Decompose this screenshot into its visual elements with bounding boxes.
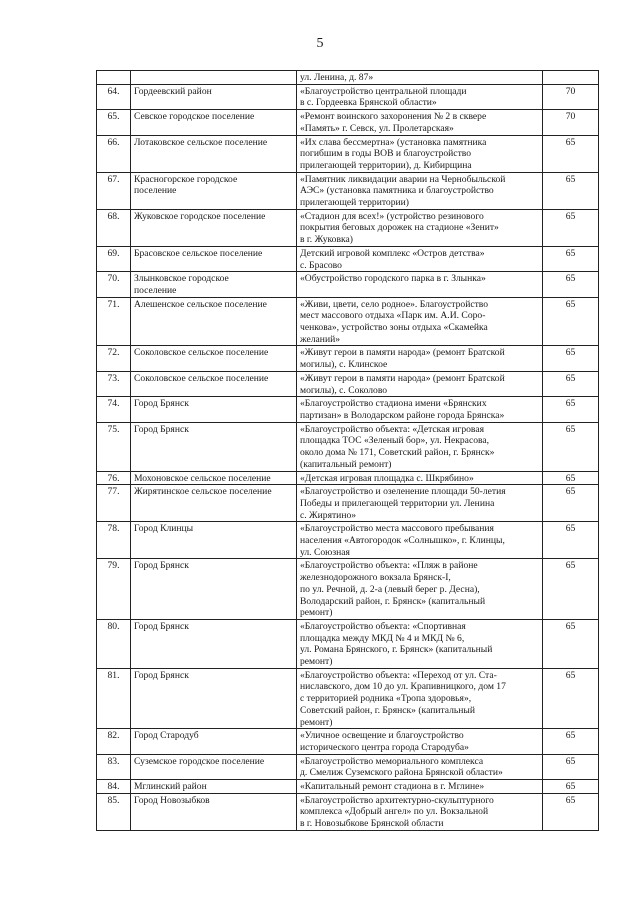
amount-cell: 65 <box>543 485 599 522</box>
amount-cell: 65 <box>543 135 599 172</box>
municipality-cell: Город Клинцы <box>131 522 297 559</box>
table-row <box>97 422 599 471</box>
municipality-cell: Лотаковское сельское поселение <box>131 135 297 172</box>
project-cell: «Благоустройство и озеленение площади 50-летия Победы и прилегающей территории ул. Ленина с. Жирятино» <box>297 485 543 522</box>
municipality-cell: Алешенское сельское поселение <box>131 297 297 346</box>
project-cell: «Благоустройство объекта: «Пляж в районе железнодорожного вокзала Брянск-I, по ул. Речной, д. 2-а (левый берег р. Десна), Володарский район, г. Брянск» (капитальный ремонт) <box>297 559 543 620</box>
funding-table <box>96 70 599 831</box>
project-cell: «Уличное освещение и благоустройство исторического центра города Стародуба» <box>297 729 543 754</box>
row-number-cell: 73. <box>97 371 131 396</box>
amount-cell: 65 <box>543 209 599 246</box>
table-row <box>97 371 599 396</box>
municipality-cell: Севское городское поселение <box>131 110 297 135</box>
row-number-cell: 85. <box>97 793 131 830</box>
table-row <box>97 754 599 779</box>
municipality-cell <box>131 71 297 85</box>
amount-cell: 65 <box>543 793 599 830</box>
table-row <box>97 619 599 668</box>
row-number-cell: 77. <box>97 485 131 522</box>
municipality-cell: Брасовское сельское поселение <box>131 246 297 271</box>
municipality-cell: Гордеевский район <box>131 84 297 109</box>
row-number-cell: 65. <box>97 110 131 135</box>
project-cell: «Стадион для всех!» (устройство резинового покрытия беговых дорожек на стадионе «Зенит» в г. Жуковка) <box>297 209 543 246</box>
table-row <box>97 668 599 729</box>
table-row-continuation <box>97 71 599 85</box>
municipality-cell: Жуковское городское поселение <box>131 209 297 246</box>
municipality-cell: Город Новозыбков <box>131 793 297 830</box>
amount-cell: 65 <box>543 371 599 396</box>
amount-cell: 65 <box>543 272 599 297</box>
project-cell: «Благоустройство мемориального комплекса д. Смелиж Суземского района Брянской области» <box>297 754 543 779</box>
table-row <box>97 522 599 559</box>
amount-cell: 65 <box>543 619 599 668</box>
row-number-cell: 74. <box>97 397 131 422</box>
project-cell: «Благоустройство стадиона имени «Брянских партизан» в Володарском районе города Брянска» <box>297 397 543 422</box>
table-row <box>97 793 599 830</box>
row-number-cell: 76. <box>97 471 131 485</box>
project-cell: «Детская игровая площадка с. Шкрябино» <box>297 471 543 485</box>
table-row <box>97 172 599 209</box>
municipality-cell: Жирятинское сельское поселение <box>131 485 297 522</box>
row-number-cell: 83. <box>97 754 131 779</box>
project-cell: «Благоустройство объекта: «Детская игровая площадка ТОС «Зеленый бор», ул. Некрасова, около дома № 171, Советский район, г. Брянск» (капитальный ремонт) <box>297 422 543 471</box>
municipality-cell: Город Брянск <box>131 668 297 729</box>
municipality-cell: Город Брянск <box>131 422 297 471</box>
page-number: 5 <box>316 36 324 51</box>
table-row <box>97 297 599 346</box>
amount-cell: 65 <box>543 754 599 779</box>
project-cell: «Памятник ликвидации аварии на Чернобыльской АЭС» (установка памятника и благоустройство прилегающей территории) <box>297 172 543 209</box>
municipality-cell: Красногорское городское поселение <box>131 172 297 209</box>
project-cell: ул. Ленина, д. 87» <box>297 71 543 85</box>
project-cell: «Благоустройство объекта: «Спортивная площадка между МКД № 4 и МКД № 6, ул. Романа Брянского, г. Брянск» (капитальный ремонт) <box>297 619 543 668</box>
row-number-cell: 78. <box>97 522 131 559</box>
amount-cell: 65 <box>543 346 599 371</box>
amount-cell: 65 <box>543 559 599 620</box>
municipality-cell: Мохоновское сельское поселение <box>131 471 297 485</box>
table-row <box>97 209 599 246</box>
project-cell: «Благоустройство центральной площади в с. Гордеевка Брянской области» <box>297 84 543 109</box>
municipality-cell: Злынковское городское поселение <box>131 272 297 297</box>
row-number-cell: 69. <box>97 246 131 271</box>
row-number-cell: 82. <box>97 729 131 754</box>
table-row <box>97 485 599 522</box>
amount-cell: 65 <box>543 397 599 422</box>
amount-cell: 65 <box>543 729 599 754</box>
project-cell: «Капитальный ремонт стадиона в г. Мглине» <box>297 780 543 794</box>
row-number-cell: 70. <box>97 272 131 297</box>
table-row <box>97 110 599 135</box>
municipality-cell: Город Брянск <box>131 397 297 422</box>
table-row <box>97 397 599 422</box>
amount-cell: 65 <box>543 422 599 471</box>
row-number-cell: 81. <box>97 668 131 729</box>
project-cell: «Благоустройство объекта: «Переход от ул. Ста- ниславского, дом 10 до ул. Крапивницкого, дом 17 с территорией родника «Тропа здоровья», Советский район, г. Брянск» (капитальный ремонт) <box>297 668 543 729</box>
amount-cell: 70 <box>543 84 599 109</box>
table-row <box>97 272 599 297</box>
table-row <box>97 780 599 794</box>
amount-cell: 65 <box>543 297 599 346</box>
table-row <box>97 84 599 109</box>
municipality-cell: Город Брянск <box>131 559 297 620</box>
project-cell: «Живут герои в памяти народа» (ремонт Братской могилы), с. Соколово <box>297 371 543 396</box>
project-cell: «Их слава бессмертна» (установка памятника погибшим в годы ВОВ и благоустройство прилегающей территории), д. Кибирщина <box>297 135 543 172</box>
amount-cell: 65 <box>543 246 599 271</box>
project-cell: «Благоустройство места массового пребывания населения «Автогородок «Солнышко», г. Клинцы, ул. Союзная <box>297 522 543 559</box>
table-row <box>97 729 599 754</box>
municipality-cell: Город Стародуб <box>131 729 297 754</box>
table-row <box>97 559 599 620</box>
amount-cell: 65 <box>543 522 599 559</box>
row-number-cell: 72. <box>97 346 131 371</box>
row-number-cell: 68. <box>97 209 131 246</box>
municipality-cell: Мглинский район <box>131 780 297 794</box>
row-number-cell: 75. <box>97 422 131 471</box>
amount-cell: 65 <box>543 780 599 794</box>
row-number-cell: 79. <box>97 559 131 620</box>
project-cell: «Благоустройство архитектурно-скульптурного комплекса «Добрый ангел» по ул. Вокзальной в г. Новозыбкове Брянской области <box>297 793 543 830</box>
municipality-cell: Соколовское сельское поселение <box>131 371 297 396</box>
amount-cell: 65 <box>543 471 599 485</box>
amount-cell: 65 <box>543 668 599 729</box>
row-number-cell: 80. <box>97 619 131 668</box>
municipality-cell: Соколовское сельское поселение <box>131 346 297 371</box>
row-number-cell <box>97 71 131 85</box>
amount-cell <box>543 71 599 85</box>
amount-cell: 70 <box>543 110 599 135</box>
amount-cell: 65 <box>543 172 599 209</box>
row-number-cell: 84. <box>97 780 131 794</box>
table-row <box>97 471 599 485</box>
municipality-cell: Суземское городское поселение <box>131 754 297 779</box>
project-cell: «Живи, цвети, село родное». Благоустройство мест массового отдыха «Парк им. А.И. Соро- ченкова», устройство зоны отдыха «Скамейка желаний» <box>297 297 543 346</box>
row-number-cell: 64. <box>97 84 131 109</box>
project-cell: «Ремонт воинского захоронения № 2 в сквере «Память» г. Севск, ул. Пролетарская» <box>297 110 543 135</box>
municipality-cell: Город Брянск <box>131 619 297 668</box>
row-number-cell: 66. <box>97 135 131 172</box>
table-row <box>97 346 599 371</box>
row-number-cell: 71. <box>97 297 131 346</box>
project-cell: Детский игровой комплекс «Остров детства» с. Брасово <box>297 246 543 271</box>
row-number-cell: 67. <box>97 172 131 209</box>
table-row <box>97 246 599 271</box>
project-cell: «Обустройство городского парка в г. Злынка» <box>297 272 543 297</box>
project-cell: «Живут герои в памяти народа» (ремонт Братской могилы), с. Клинское <box>297 346 543 371</box>
table-row <box>97 135 599 172</box>
